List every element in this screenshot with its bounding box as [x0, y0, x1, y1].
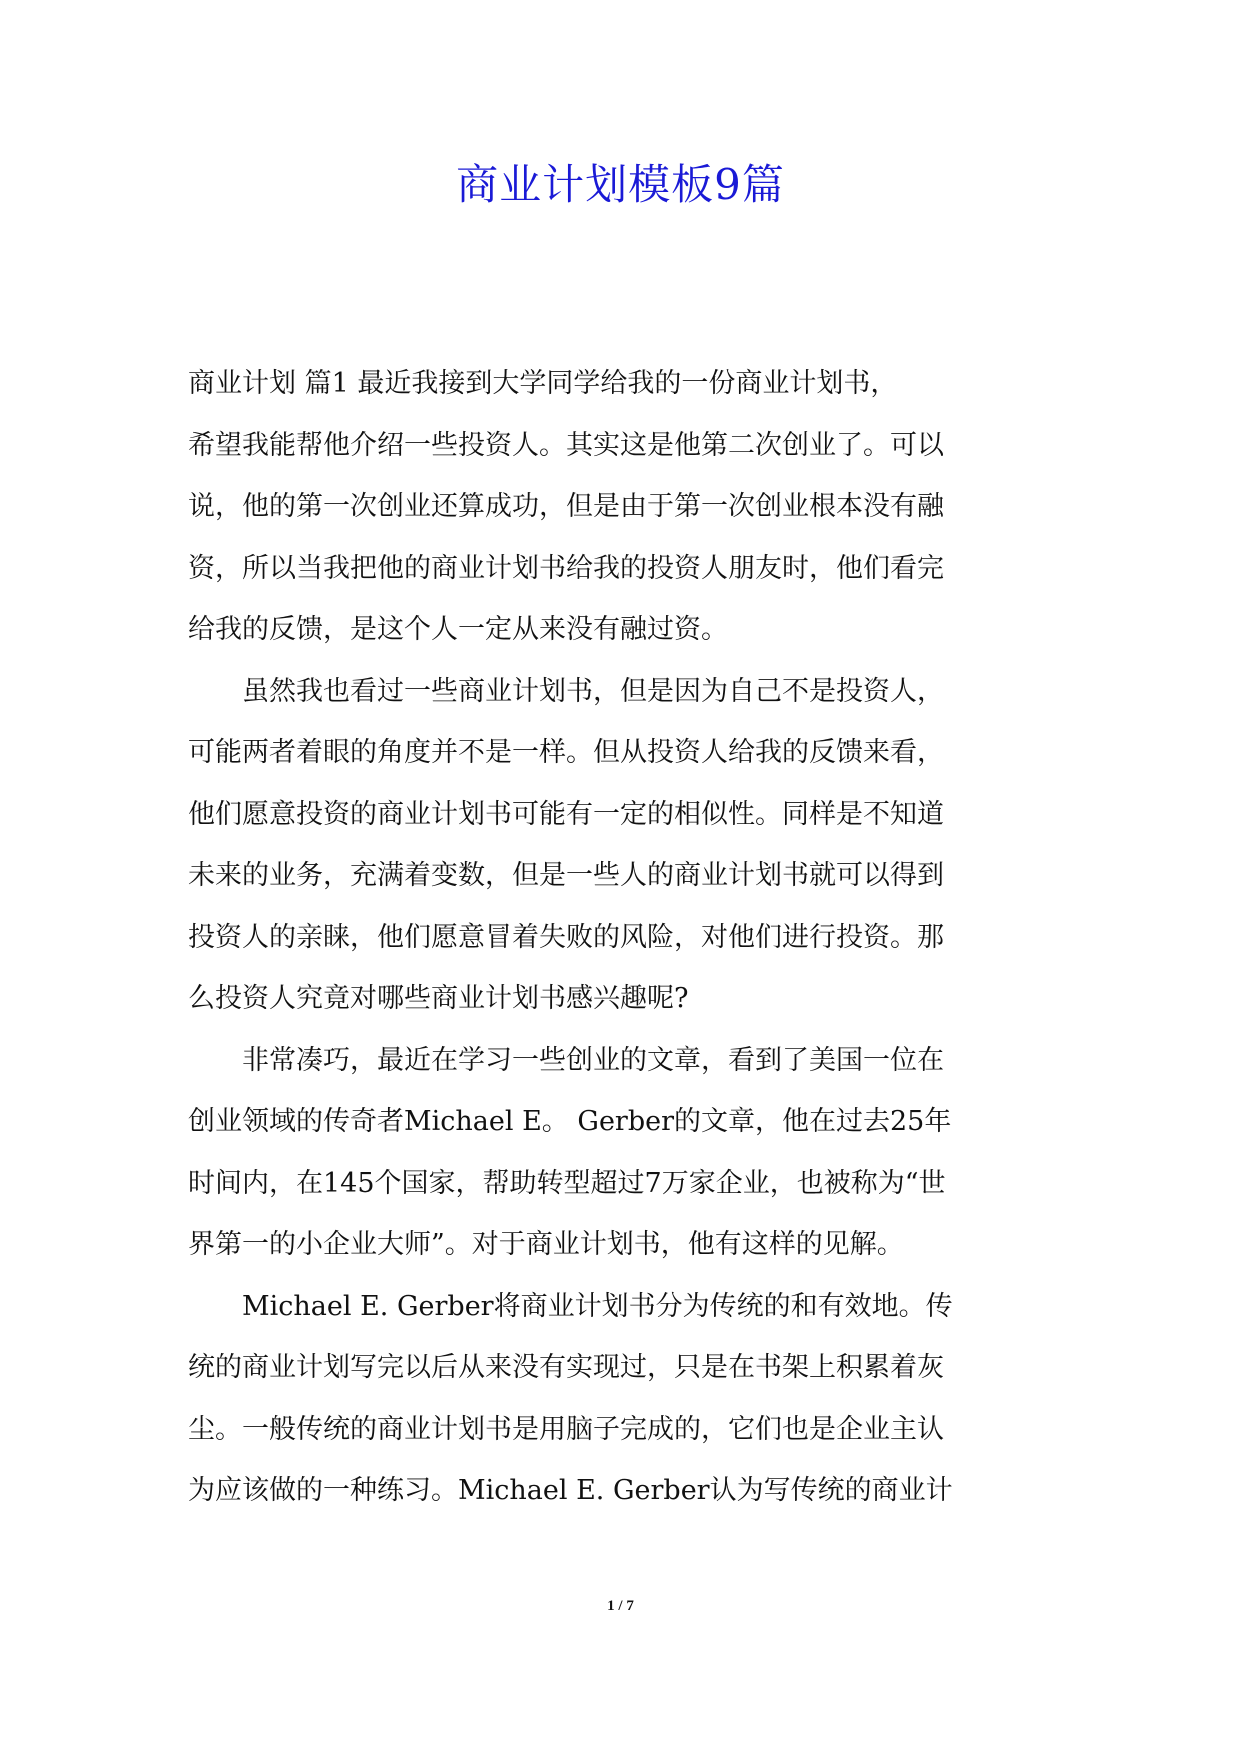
- text-line: 么投资人究竟对哪些商业计划书感兴趣呢?: [188, 983, 689, 1014]
- text-line: 资，所以当我把他的商业计划书给我的投资人朋友时，他们看完: [188, 552, 944, 584]
- text-line: 非常凑巧，最近在学习一些创业的文章，看到了美国一位在: [188, 1044, 944, 1076]
- text-line: 创业领域的传奇者Michael E。 Gerber的文章，他在过去25年: [188, 1106, 952, 1137]
- text-line: 时间内，在145个国家，帮助转型超过7万家企业，也被称为“世: [188, 1167, 946, 1199]
- text-line: 为应该做的一种练习。Michael E. Gerber认为写传统的商业计: [188, 1475, 953, 1506]
- text-line: 尘。一般传统的商业计划书是用脑子完成的，它们也是企业主认: [188, 1413, 944, 1445]
- text-line: 未来的业务，充满着变数，但是一些人的商业计划书就可以得到: [188, 860, 944, 891]
- page-number: 1 / 7: [607, 1598, 634, 1614]
- text-line: 他们愿意投资的商业计划书可能有一定的相似性。同样是不知道: [188, 798, 944, 830]
- text-line: 给我的反馈，是这个人一定从来没有融过资。: [188, 614, 728, 645]
- text-line: 统的商业计划写完以后从来没有实现过，只是在书架上积累着灰: [188, 1352, 944, 1383]
- page-title: 商业计划模板9篇: [456, 160, 785, 209]
- text-line: Michael E. Gerber将商业计划书分为传统的和有效地。传: [188, 1290, 953, 1322]
- text-line: 可能两者着眼的角度并不是一样。但从投资人给我的反馈来看，: [188, 737, 944, 768]
- text-line: 希望我能帮他介绍一些投资人。其实这是他第二次创业了。可以: [188, 429, 944, 461]
- body-text: [188, 353, 1068, 1522]
- text-line: 界第一的小企业大师”。对于商业计划书，他有这样的见解。: [188, 1229, 904, 1260]
- text-line: 投资人的亲睐，他们愿意冒着失败的风险，对他们进行投资。那: [188, 921, 944, 953]
- text-line: 商业计划 篇1 最近我接到大学同学给我的一份商业计划书，: [188, 368, 898, 399]
- text-line: 说，他的第一次创业还算成功，但是由于第一次创业根本没有融: [188, 491, 944, 522]
- text-line: 虽然我也看过一些商业计划书，但是因为自己不是投资人，: [188, 675, 944, 707]
